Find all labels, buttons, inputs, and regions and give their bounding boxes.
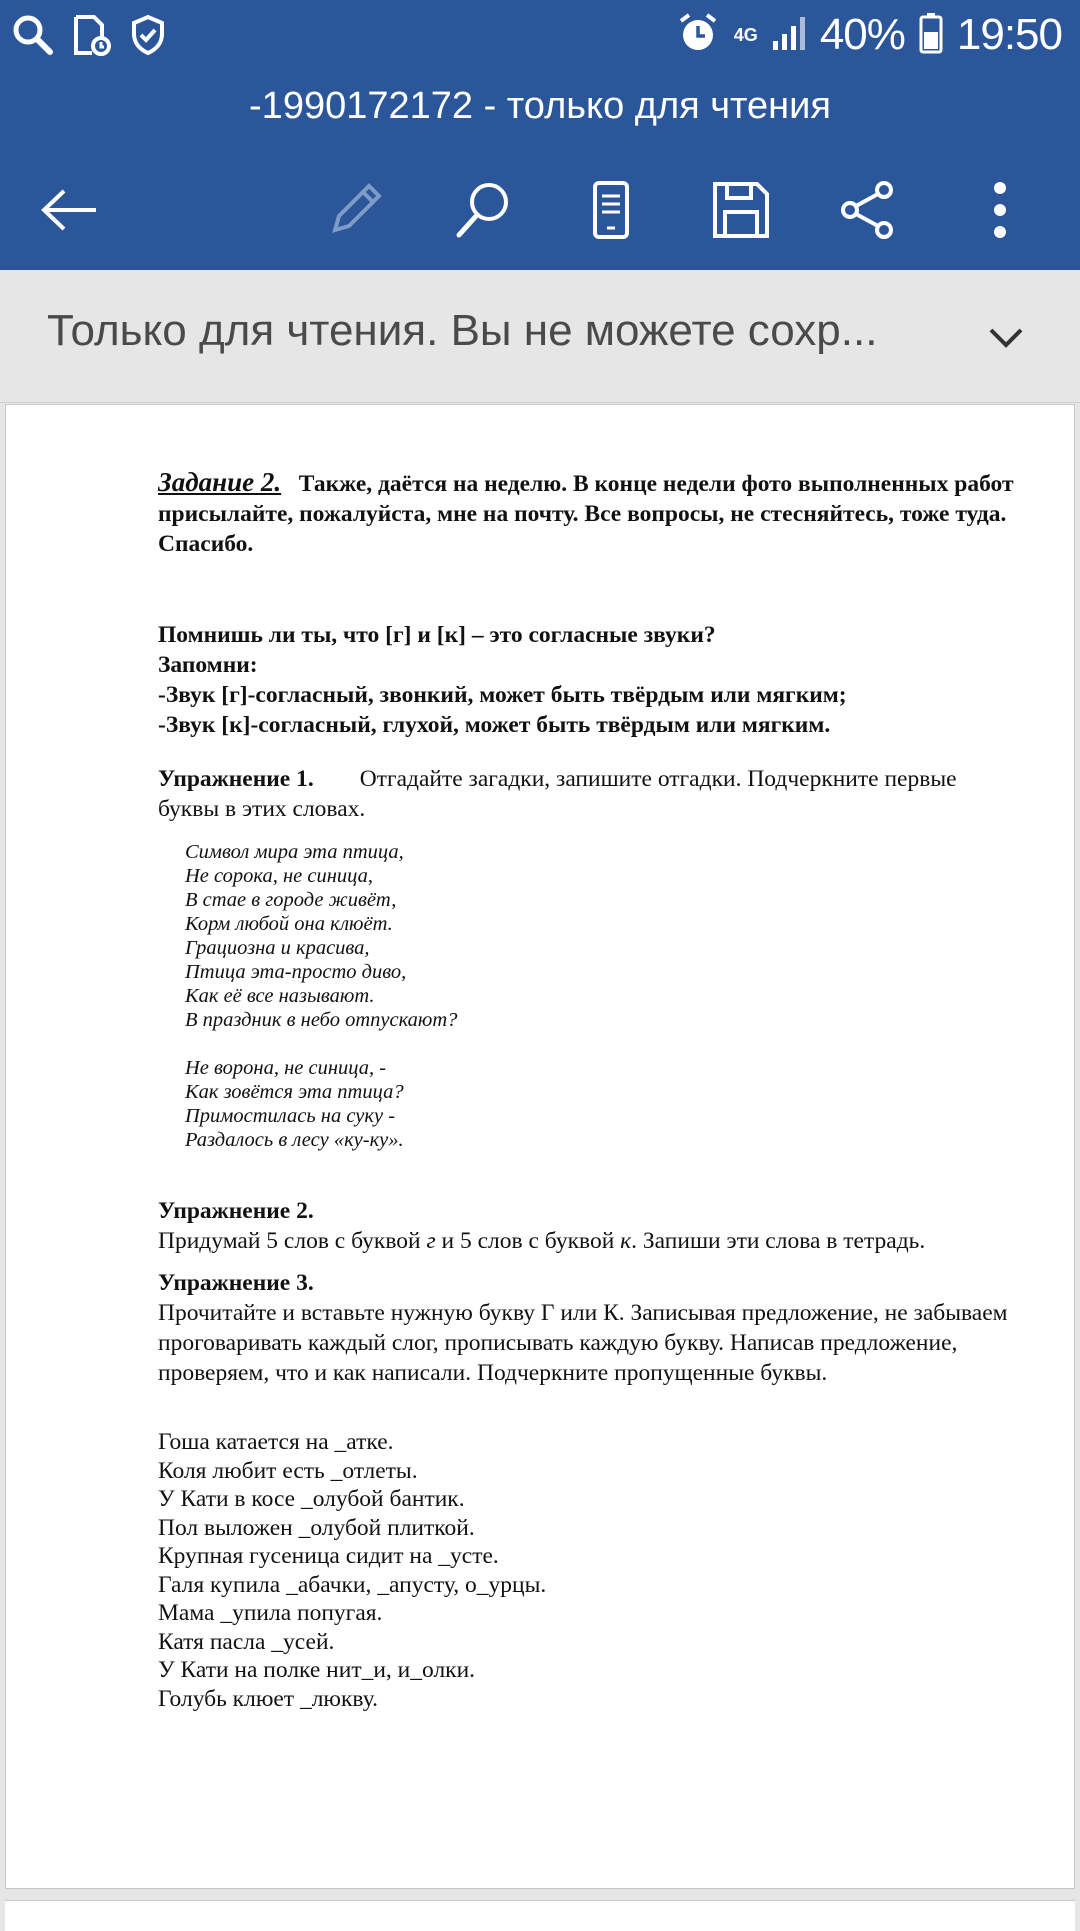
- riddle-line: Птица эта-просто диво,: [185, 961, 407, 983]
- alarm-icon: [676, 11, 720, 60]
- sentence: Галя купила _абачки, _апусту, о_урцы.: [158, 1571, 547, 1598]
- riddle-line: Примостилась на суку -: [185, 1105, 396, 1127]
- sentence: У Кати в косе _олубой бантик.: [158, 1486, 465, 1512]
- save-button[interactable]: [701, 170, 781, 250]
- network-type: 4G: [733, 25, 758, 45]
- arrow-left-icon: [40, 188, 100, 232]
- sentence: Коля любит есть _отлеты.: [158, 1457, 418, 1484]
- riddle-line: Как её все называют.: [185, 985, 375, 1007]
- exercise-2-text-part: и 5 слов с буквой: [435, 1228, 621, 1254]
- exercise-3-label: Упражнение 3.: [158, 1270, 314, 1296]
- expand-banner-button[interactable]: [976, 308, 1036, 368]
- letter-g: г: [426, 1228, 436, 1254]
- file-sync-icon: [72, 14, 112, 61]
- exercise-2-text-part: . Запиши эти слова в тетрадь.: [631, 1228, 926, 1254]
- exercise-2-label: Упражнение 2.: [158, 1198, 314, 1224]
- shield-icon: [130, 14, 166, 61]
- mobile-view-icon: [589, 180, 633, 240]
- remember-block: [158, 620, 1018, 740]
- battery-percent: 40%: [819, 10, 905, 59]
- remember-line: Помнишь ли ты, что [г] и [к] – это согласные звуки?: [158, 622, 716, 648]
- riddle-line: Не ворона, не синица, -: [185, 1057, 387, 1079]
- search-icon: [453, 180, 513, 240]
- sentence: Голубь клюет _люкву.: [158, 1685, 378, 1712]
- pencil-icon: [325, 180, 385, 240]
- sentence: Катя пасла _усей.: [158, 1628, 335, 1655]
- exercise-2-text-part: Придумай 5 слов с буквой: [158, 1228, 427, 1254]
- task-label: Задание 2.: [158, 467, 282, 497]
- riddle-line: Не сорока, не синица,: [185, 865, 373, 887]
- task-paragraph: [158, 467, 1018, 559]
- edit-button[interactable]: [315, 170, 395, 250]
- save-icon: [711, 180, 771, 240]
- riddle-line: Раздалось в лесу «ку-ку».: [185, 1129, 404, 1151]
- sentences-list: [158, 1428, 1018, 1713]
- app-bar: [0, 0, 1080, 270]
- remember-line: -Звук [г]-согласный, звонкий, может быть твёрдым или мягким;: [158, 682, 847, 708]
- sentence: Гоша катается на _атке.: [158, 1429, 394, 1455]
- sentence: Пол выложен _олубой плиткой.: [158, 1514, 475, 1541]
- sentence: У Кати на полке нит_и, и_олки.: [158, 1657, 476, 1683]
- read-only-banner[interactable]: [0, 270, 1080, 403]
- toolbar: [0, 160, 1080, 260]
- share-icon: [838, 180, 898, 240]
- exercise-1-label: Упражнение 1.: [158, 766, 314, 792]
- exercise-1: [158, 764, 1018, 824]
- sentence: Крупная гусеница сидит на _усте.: [158, 1543, 499, 1569]
- sentence: Мама _упила попугая.: [158, 1600, 383, 1626]
- banner-text: Только для чтения. Вы не можете сохр...: [47, 306, 878, 355]
- riddle-line: Грациозна и красива,: [185, 937, 370, 959]
- riddle-1: [185, 840, 1018, 1032]
- chevron-down-icon: [988, 327, 1024, 349]
- riddle-line: Как зовётся эта птица?: [185, 1081, 404, 1103]
- mobile-view-button[interactable]: [571, 170, 651, 250]
- riddle-2: [185, 1056, 1018, 1152]
- more-vertical-icon: [990, 180, 1010, 240]
- riddle-line: Корм любой она клюёт.: [185, 913, 393, 935]
- riddle-line: Символ мира эта птица,: [185, 841, 404, 863]
- letter-k: к: [620, 1228, 632, 1254]
- status-bar: [0, 0, 1080, 78]
- more-options-button[interactable]: [960, 170, 1040, 250]
- remember-line: Запомни:: [158, 652, 258, 678]
- back-button[interactable]: [30, 170, 110, 250]
- exercise-3-text: Прочитайте и вставьте нужную букву Г или К. Записывая предложение, не забываем проговаривать каждый слог, прописывать каждую букву. Написав предложение, проверяем, что и как написали. Подчеркните пропущенные буквы.: [158, 1300, 1008, 1386]
- remember-line: -Звук [к]-согласный, глухой, может быть твёрдым или мягким.: [158, 712, 831, 738]
- riddle-line: В стае в городе живёт,: [185, 889, 397, 911]
- exercise-2-text: [158, 1226, 1018, 1256]
- exercise-1-text: Отгадайте загадки, запишите отгадки. Подчеркните первые буквы в этих словах.: [158, 766, 957, 822]
- document-body: [158, 467, 1018, 1713]
- battery-icon: [919, 12, 943, 59]
- next-page-edge: [5, 1900, 1075, 1931]
- document-page[interactable]: [5, 404, 1075, 1889]
- task-text: Также, даётся на неделю. В конце недели фото выполненных работ присылайте, пожалуйста, мне на почту. Все вопросы, не стесняйтесь, тоже туда. Спасибо.: [158, 471, 1014, 557]
- clock: 19:50: [956, 10, 1062, 59]
- document-title: -1990172172 - только для чтения: [249, 85, 831, 127]
- signal-icon: [772, 15, 806, 56]
- find-button[interactable]: [443, 170, 523, 250]
- riddle-line: В праздник в небо отпускают?: [185, 1009, 458, 1031]
- search-icon: [12, 14, 54, 61]
- share-button[interactable]: [828, 170, 908, 250]
